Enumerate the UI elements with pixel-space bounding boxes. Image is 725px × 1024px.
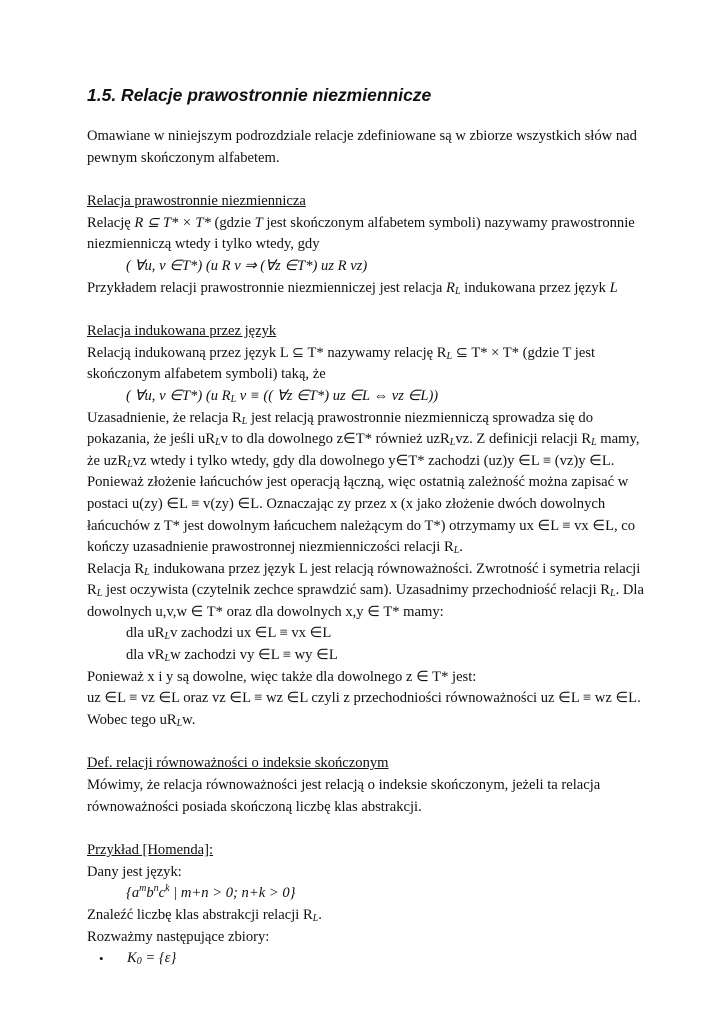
definition-paragraph — [87, 213, 647, 256]
text: vz wtedy i tylko wtedy, gdy dla dowolnego y∈T* zachodzi (uz)y ∈L ≡ (vz)y ∈L. — [132, 452, 615, 469]
math: b — [146, 885, 154, 902]
finite-index-paragraph: Mówimy, że relacja równoważności jest relacją o indeksie skończonym, jeżeli ta relacja równoważności posiada skończoną liczbę klas abstrakcji. — [87, 777, 601, 815]
text: Przykładem relacji prawostronnie niezmienniczej jest relacja — [87, 279, 447, 296]
text: Relacja R — [87, 560, 145, 577]
equivalence-paragraph — [87, 559, 647, 624]
subscript: L — [127, 458, 133, 470]
heading-induced-relation: Relacja indukowana przez język — [87, 323, 277, 340]
subscript: L — [446, 350, 453, 362]
text: Relację — [87, 214, 135, 231]
text: . Dla dowolnych u,v,w ∈ T* oraz dla dowolnych x,y ∈ T* mamy: — [87, 582, 644, 620]
subscript: L — [96, 588, 103, 600]
text: v zachodzi ux ∈L ≡ vx ∈L — [170, 625, 332, 642]
subscript: L — [230, 393, 237, 405]
heading-example: Przykład [Homenda]: — [87, 842, 214, 859]
text: w zachodzi vy ∈L ≡ wy ∈L — [170, 647, 338, 664]
superscript: n — [153, 883, 159, 895]
consider-line: Rozważmy następujące zbiory: — [87, 928, 270, 945]
text: jest oczywista (czytelnik zechce sprawdzić sam). Uzasadnimy przechodniość relacji R — [102, 582, 611, 599]
text: indukowana przez język L jest relacją równoważności. Zwrotność i symetria relacji R — [87, 560, 641, 599]
text: ⊆ T* × T* (gdzie T jest skończonym alfabetem symboli) taką, że — [87, 344, 596, 383]
subscript: L — [591, 437, 597, 449]
subscript: L — [453, 545, 460, 557]
math: T — [254, 214, 263, 231]
text: . — [318, 907, 322, 923]
math: | m+n > 0; n+k > 0} — [169, 885, 296, 902]
text: dla vR — [126, 647, 165, 664]
subscript: L — [144, 566, 150, 578]
language-formula — [87, 883, 647, 905]
heading-right-invariant: Relacja prawostronnie niezmiennicza — [87, 193, 306, 210]
formula-right-invariant: ( ∀u, v ∈T*) (u R v ⇒ (∀z ∈T*) uz R vz) — [126, 257, 368, 274]
subscript: L — [610, 588, 616, 600]
text: dla uR — [126, 625, 165, 642]
heading-finite-index: Def. relacji równoważności o indeksie skończonym — [87, 755, 389, 772]
text: mamy, że uzR — [87, 431, 640, 469]
text: Uzasadnienie, że relacja R — [87, 409, 242, 426]
subscript: L — [215, 437, 221, 449]
text: jest skończonym alfabetem symboli) nazywamy prawostronnie niezmienniczą wtedy i tylko wtedy, gdy — [87, 214, 635, 253]
text: v to dla dowolnego z∈T* również uzR — [220, 431, 450, 448]
bullet-item — [87, 948, 647, 970]
intro-paragraph: Omawiane w niniejszym podrozdziale relacje zdefiniowane są w zbiorze wszystkich słów nad pewnym skończonym alfabetem. — [87, 128, 637, 166]
subscript: L — [241, 415, 248, 427]
justification-paragraph — [87, 408, 647, 473]
text: Znaleźć liczbę klas abstrakcji relacji R — [87, 907, 313, 923]
subscript: L — [454, 285, 461, 297]
arbitrary-paragraph: Ponieważ x i y są dowolne, więc także dla dowolnego z ∈ T* jest: — [87, 668, 477, 685]
subscript: L — [164, 653, 171, 665]
math: = {ε} — [141, 950, 177, 967]
text: Ponieważ złożenie łańcuchów jest operacją łączną, więc ostatnią zależność można zapisać w postaci u(zy) ∈L ≡ v(zy) ∈L. Oznaczając zy przez x (x jako złożenie dwóch dowolnych łańcuchów z T* jest dowolnym łańcuchem należącym do T*) otrzymamy ux ∈L ≡ vx ∈L, co kończy uzasadnienie prawostronnej niezmienniczości relacji R — [87, 474, 636, 556]
math: v ≡ (( ∀z ∈T*) uz ∈L ⇔ vz ∈L)) — [236, 387, 439, 404]
subscript: L — [312, 913, 319, 924]
conclusion-line — [87, 710, 647, 732]
example-paragraph: Przykładem relacji prawostronnie niezmienniczej jest relacja $R_L$ indukowana przez język L — [87, 279, 618, 297]
text: jest relacją prawostronnie niezmienniczą sprowadza się do pokazania, że jeśli uR — [87, 409, 593, 448]
case-line-2 — [87, 645, 647, 667]
task-line — [87, 905, 647, 927]
math: ( ∀u, v ∈T*) (u R — [126, 387, 231, 404]
superscript: k — [165, 883, 170, 895]
text: (gdzie — [210, 214, 255, 231]
superscript: m — [139, 883, 147, 895]
transitivity-line: uz ∈L ≡ vz ∈L oraz vz ∈L ≡ wz ∈L czyli z przechodniości równoważności uz ∈L ≡ wz ∈L. — [87, 690, 641, 707]
subscript: L — [449, 437, 456, 449]
text: w. — [182, 711, 196, 728]
bullet-text — [127, 948, 176, 970]
math: {a — [126, 885, 140, 902]
math: R ⊆ T* × T* — [134, 214, 211, 231]
text: Wobec tego uR — [87, 711, 177, 728]
math: K — [127, 950, 137, 967]
subscript: 0 — [136, 956, 142, 968]
formula-induced — [87, 386, 647, 408]
math: L — [609, 279, 618, 296]
given-language-line: Dany jest język: — [87, 863, 182, 880]
text: Relacją indukowaną przez język L ⊆ T* nazywamy relację R — [87, 344, 447, 361]
subscript: L — [164, 631, 171, 643]
induced-definition — [87, 343, 647, 386]
document-page — [87, 80, 647, 970]
associativity-paragraph — [87, 472, 647, 558]
text: vz. Z definicji relacji R — [455, 431, 592, 448]
bullet-icon: • — [99, 951, 104, 967]
section-title: 1.5. Relacje prawostronnie niezmiennicze — [87, 85, 432, 105]
case-line-1 — [87, 623, 647, 645]
text: . — [459, 539, 463, 556]
subscript: L — [176, 717, 183, 729]
math: c — [158, 885, 166, 902]
text: indukowana przez język — [460, 279, 610, 296]
